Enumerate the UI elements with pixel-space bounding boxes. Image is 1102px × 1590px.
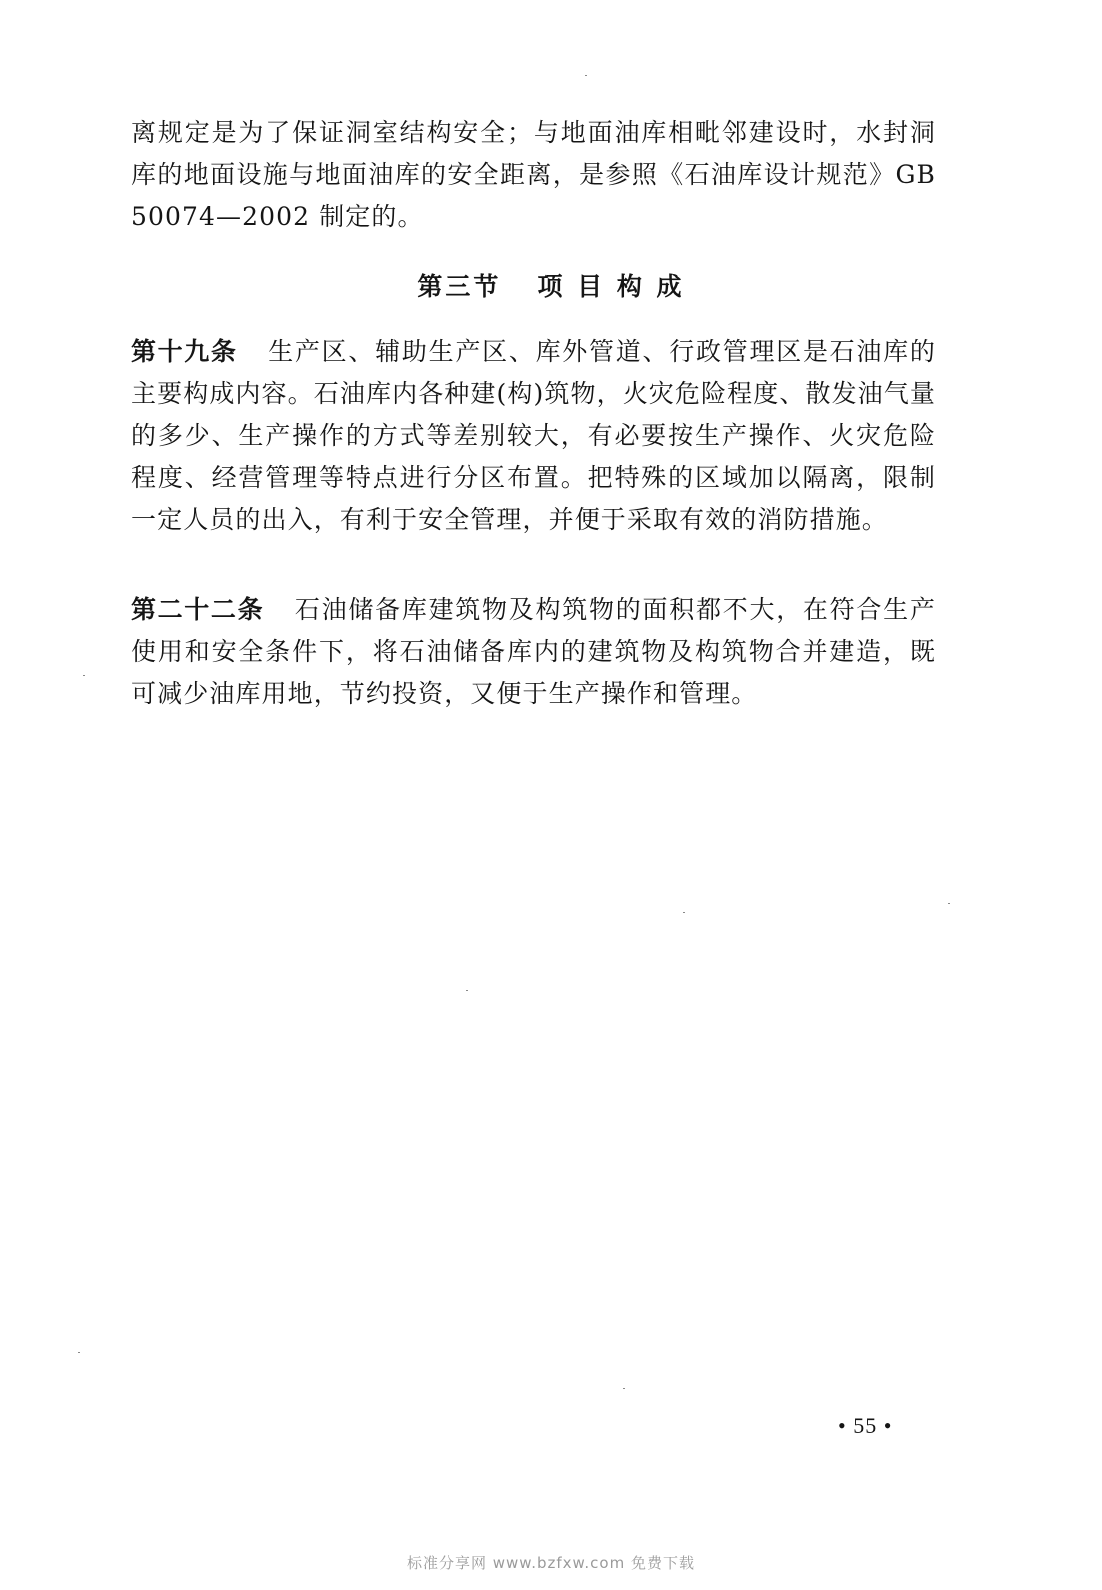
body-paragraph-continuation: 离规定是为了保证洞室结构安全；与地面油库相毗邻建设时，水封洞库的地面设施与地面油库的安全距离，是参照《石油库设计规范》GB 50074—2002 制定的。 [131, 118, 936, 231]
scan-speck [83, 675, 85, 676]
article-text: 石油储备库建筑物及构筑物的面积都不大，在符合生产使用和安全条件下，将石油储备库内的建筑物及构筑物合并建造，既可减少油库用地，节约投资，又便于生产操作和管理。 [131, 595, 936, 708]
scan-speck [683, 912, 685, 913]
article-text: 生产区、辅助生产区、库外管道、行政管理区是石油库的主要构成内容。石油库内各种建(构)筑物，火灾危险程度、散发油气量的多少、生产操作的方式等差别较大，有必要按生产操作、火灾危险程度、经营管理等特点进行分区布置。把特殊的区域加以隔离，限制一定人员的出入，有利于安全管理，并便于采取有效的消防措施。 [131, 337, 936, 534]
page-number: • 55 • [838, 1413, 893, 1438]
article-label: 第二十二条 [131, 595, 265, 624]
scan-speck [78, 1352, 80, 1353]
scan-speck [948, 903, 950, 904]
scan-speck [585, 75, 587, 76]
section-title: 项 目 构 成 [537, 272, 685, 301]
article-label: 第十九条 [131, 337, 238, 366]
section-label: 第三节 [417, 272, 502, 301]
scan-speck [466, 990, 468, 991]
watermark-text: 标准分享网 www.bzfxw.com 免费下载 [407, 1554, 695, 1572]
article-paragraph [131, 331, 936, 541]
section-heading [0, 267, 1102, 307]
scan-speck [623, 1388, 625, 1389]
article-paragraph [131, 589, 936, 715]
